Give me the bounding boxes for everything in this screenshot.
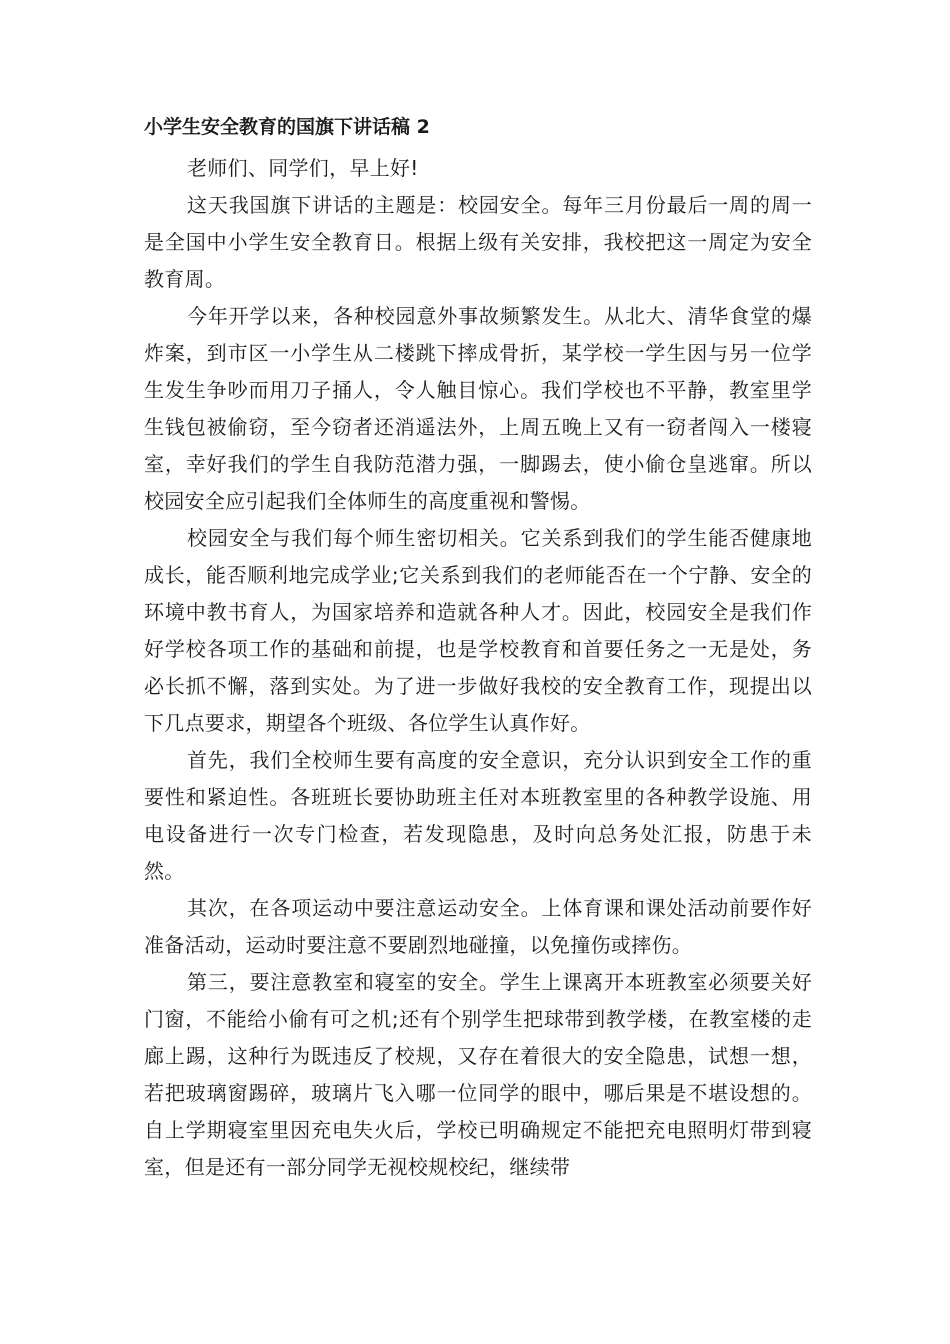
paragraph-greeting: 老师们、同学们，早上好! (187, 156, 419, 180)
paragraph-first-requirement: 首先，我们全校师生要有高度的安全意识，充分认识到安全工作的重要性和紧迫性。各班班长要协助班主任对本班教室里的各种教学设施、用电设备进行一次专门检查，若发现隐患，及时向总务处汇报，防患于未然。 (144, 748, 812, 883)
document-title: 小学生安全教育的国旗下讲话稿 2 (144, 116, 430, 138)
document-body (144, 150, 812, 1186)
paragraph-importance: 校园安全与我们每个师生密切相关。它关系到我们的学生能否健康地成长，能否顺利地完成学业;它关系到我们的老师能否在一个宁静、安全的环境中教书育人，为国家培养和造就各种人才。因此，校园安全是我们作好学校各项工作的基础和前提，也是学校教育和首要任务之一无是处，务必长抓不懈，落到实处。为了进一步做好我校的安全教育工作，现提出以下几点要求，期望各个班级、各位学生认真作好。 (144, 526, 812, 735)
paragraph-second-requirement: 其次，在各项运动中要注意运动安全。上体育课和课处活动前要作好准备活动，运动时要注意不要剧烈地碰撞，以免撞伤或摔伤。 (144, 896, 812, 957)
paragraph-topic: 这天我国旗下讲话的主题是：校园安全。每年三月份最后一周的周一是全国中小学生安全教育日。根据上级有关安排，我校把这一周定为安全教育周。 (144, 193, 812, 291)
paragraph-incidents: 今年开学以来，各种校园意外事故频繁发生。从北大、清华食堂的爆炸案，到市区一小学生从二楼跳下摔成骨折，某学校一学生因与另一位学生发生争吵而用刀子捅人，令人触目惊心。我们学校也不平静，教室里学生钱包被偷窃，至今窃者还消遥法外，上周五晚上又有一窃者闯入一楼寝室，幸好我们的学生自我防范潜力强，一脚踢去，使小偷仓皇逃窜。所以校园安全应引起我们全体师生的高度重视和警惕。 (144, 304, 812, 513)
paragraph-third-requirement: 第三，要注意教室和寝室的安全。学生上课离开本班教室必须要关好门窗，不能给小偷有可之机;还有个别学生把球带到教学楼，在教室楼的走廊上踢，这种行为既违反了校规，又存在着很大的安全隐患，试想一想，若把玻璃窗踢碎，玻璃片飞入哪一位同学的眼中，哪后果是不堪设想的。自上学期寝室里因充电失火后，学校已明确规定不能把充电照明灯带到寝室，但是还有一部分同学无视校规校纪，继续带 (144, 970, 812, 1179)
